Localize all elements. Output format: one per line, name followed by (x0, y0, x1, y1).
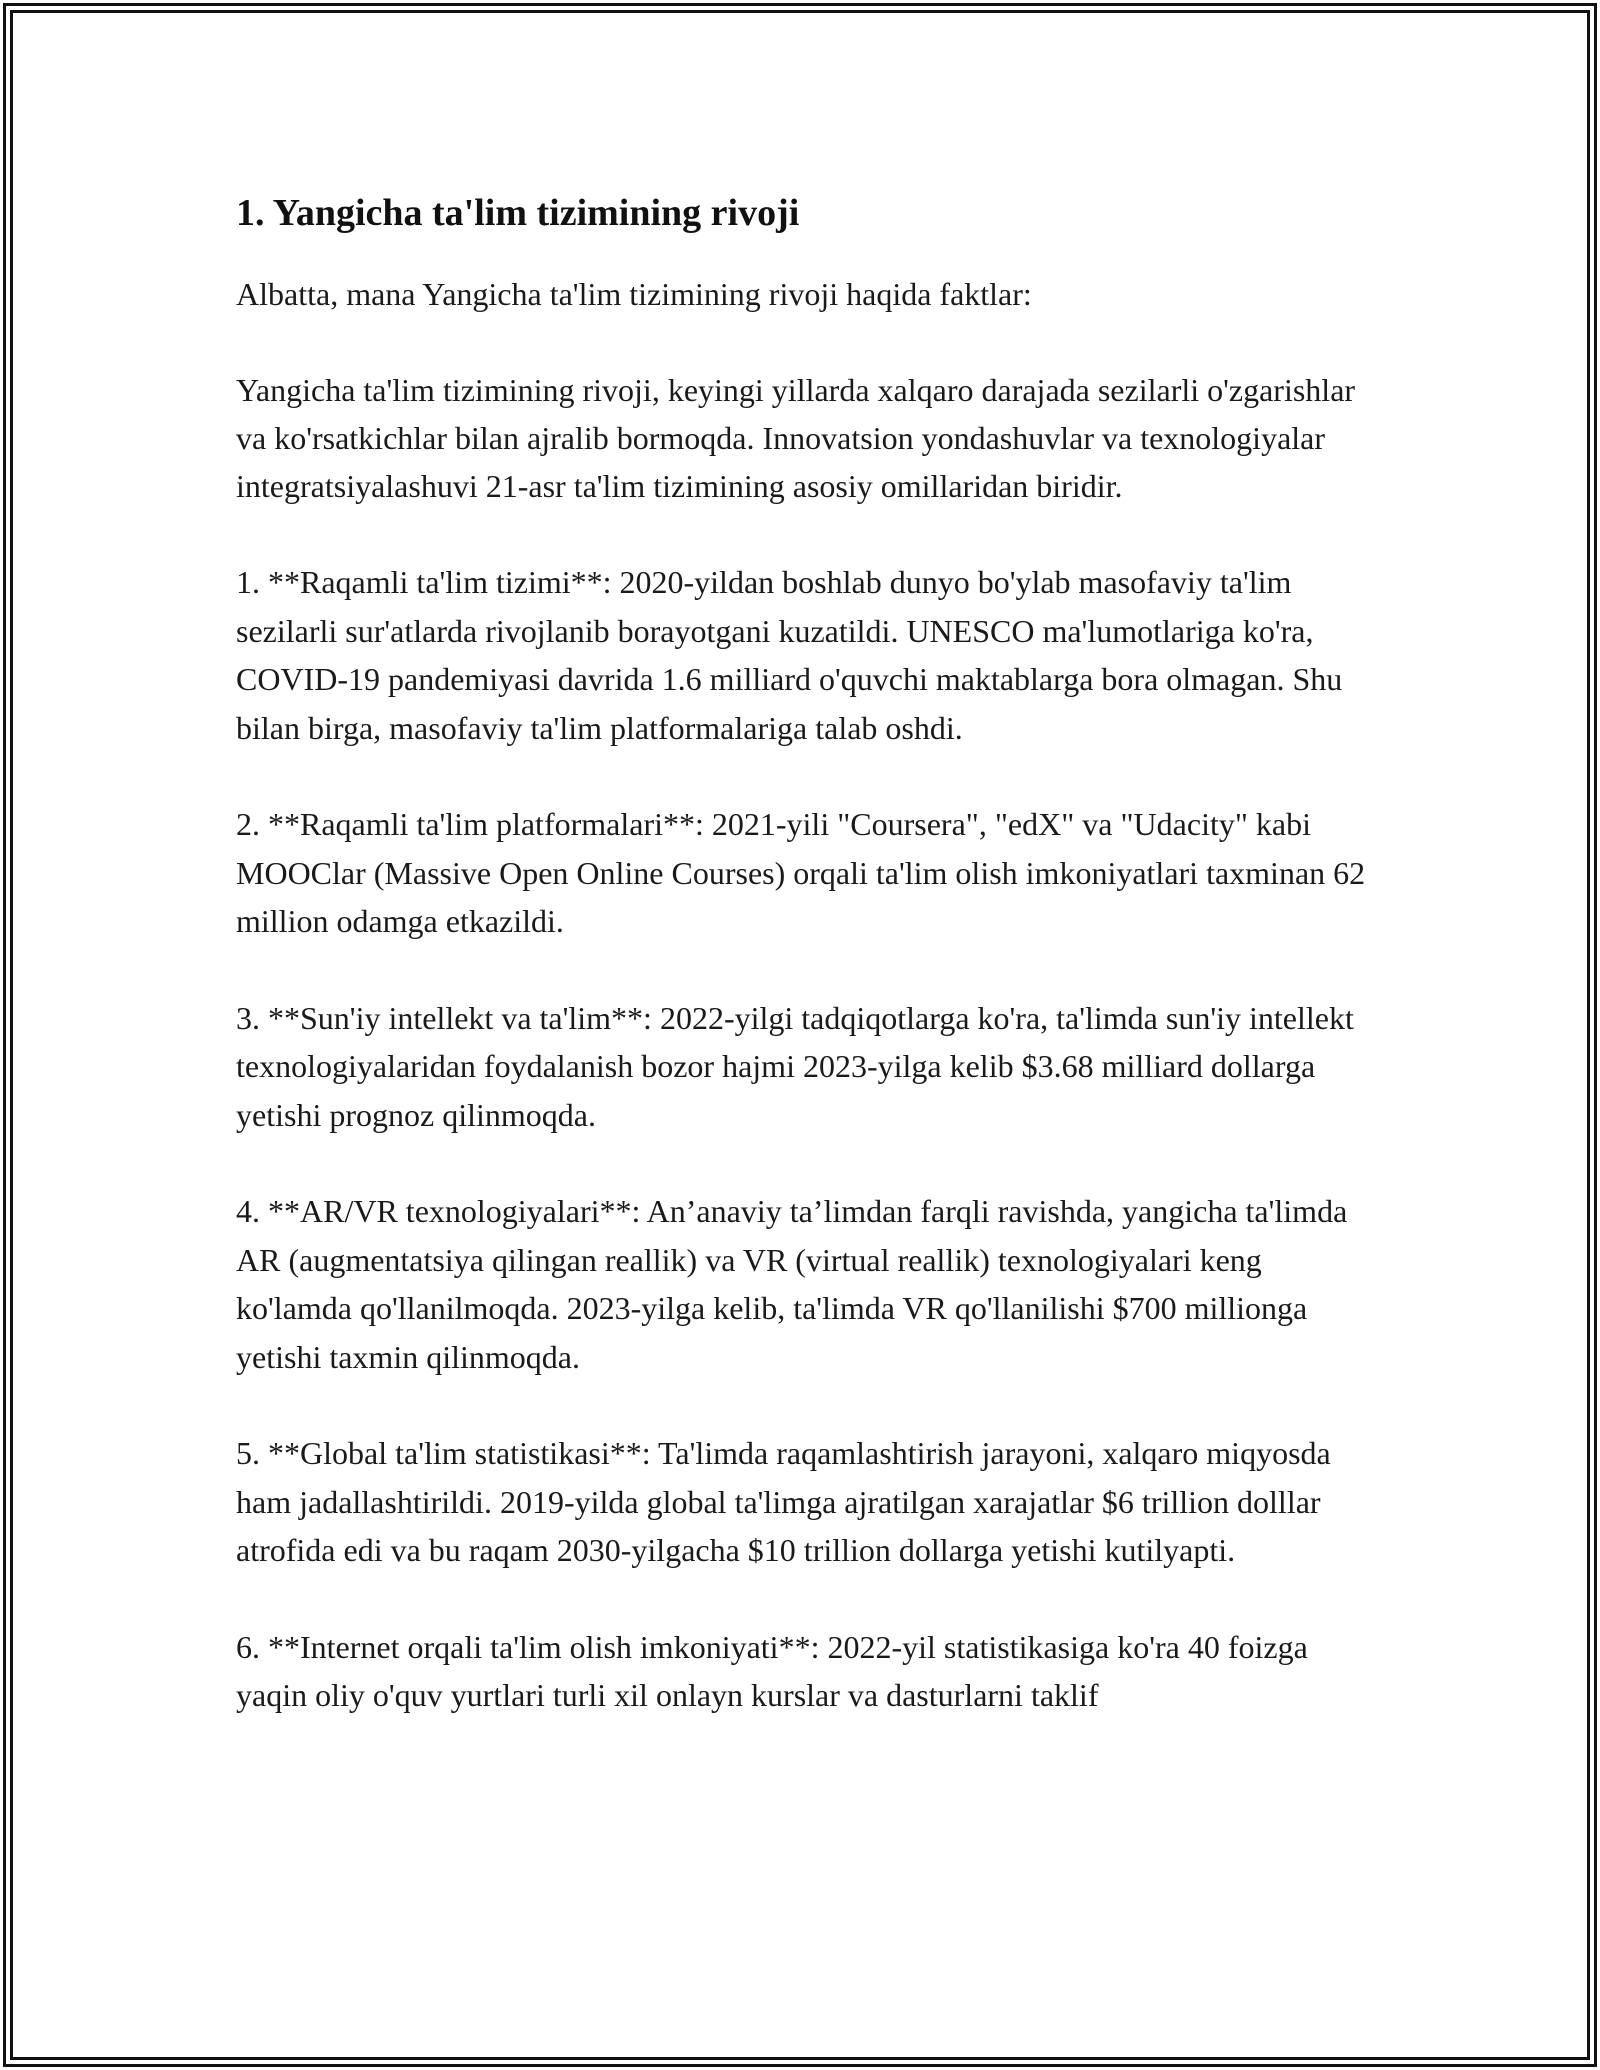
fact-item-6: 6. **Internet orqali ta'lim olish imkoniyati**: 2022-yil statistikasiga ko'ra 40 foizga yaqin oliy o'quv yurtlari turli xil onlayn kurslar va dasturlarni taklif (236, 1628, 1308, 1713)
fact-item-5: 5. **Global ta'lim statistikasi**: Ta'limda raqamlashtirish jarayoni, xalqaro miqyosda ham jadallashtirildi. 2019-yilda global ta'limga ajratilgan xarajatlar $6 trillion dolllar atrofida edi va bu raqam 2030-yilgacha $10 trillion dollarga yetishi kutilyapti. (236, 1435, 1331, 1568)
document-title: 1. Yangicha ta'lim tizimining rivoji (236, 192, 800, 234)
fact-item-1: 1. **Raqamli ta'lim tizimi**: 2020-yildan boshlab dunyo bo'ylab masofaviy ta'lim sezilarli sur'atlarda rivojlanib borayotgani kuzatildi. UNESCO ma'lumotlariga ko'ra, COVID-19 pandemiyasi davrida 1.6 milliard o'quvchi maktablarga bora olmagan. Shu bilan birga, masofaviy ta'lim platformalariga talab oshdi. (236, 564, 1343, 746)
fact-item-3: 3. **Sun'iy intellekt va ta'lim**: 2022-yilgi tadqiqotlarga ko'ra, ta'limda sun'iy intellekt texnologiyalaridan foydalanish bozor hajmi 2023-yilga kelib $3.68 milliard dollarga yetishi prognoz qilinmoqda. (236, 999, 1354, 1133)
document-body (236, 186, 1376, 1720)
intro-paragraph: Albatta, mana Yangicha ta'lim tizimining rivoji haqida faktlar: (236, 276, 1032, 312)
fact-item-2: 2. **Raqamli ta'lim platformalari**: 2021-yili "Coursera", "edX" va "Udacity" kabi MOOClar (Massive Open Online Courses) orqali ta'lim olish imkoniyatlari taxminan 62 million odamga etkazildi. (236, 806, 1366, 939)
fact-item-4: 4. **AR/VR texnologiyalari**: An’anaviy ta’limdan farqli ravishda, yangicha ta'limda AR (augmentatsiya qilingan reallik) va VR (virtual reallik) texnologiyalari keng ko'lamda qo'llanilmoqda. 2023-yilga kelib, ta'limda VR qo'llanilishi $700 millionga yetishi taxmin qilinmoqda. (236, 1193, 1348, 1375)
overview-paragraph: Yangicha ta'lim tizimining rivoji, keyingi yillarda xalqaro darajada sezilarli o'zgarishlar va ko'rsatkichlar bilan ajralib bormoqda. Innovatsion yondashuvlar va texnologiyalar integratsiyalashuvi 21-asr ta'lim tizimining asosiy omillaridan biridir. (236, 372, 1356, 504)
